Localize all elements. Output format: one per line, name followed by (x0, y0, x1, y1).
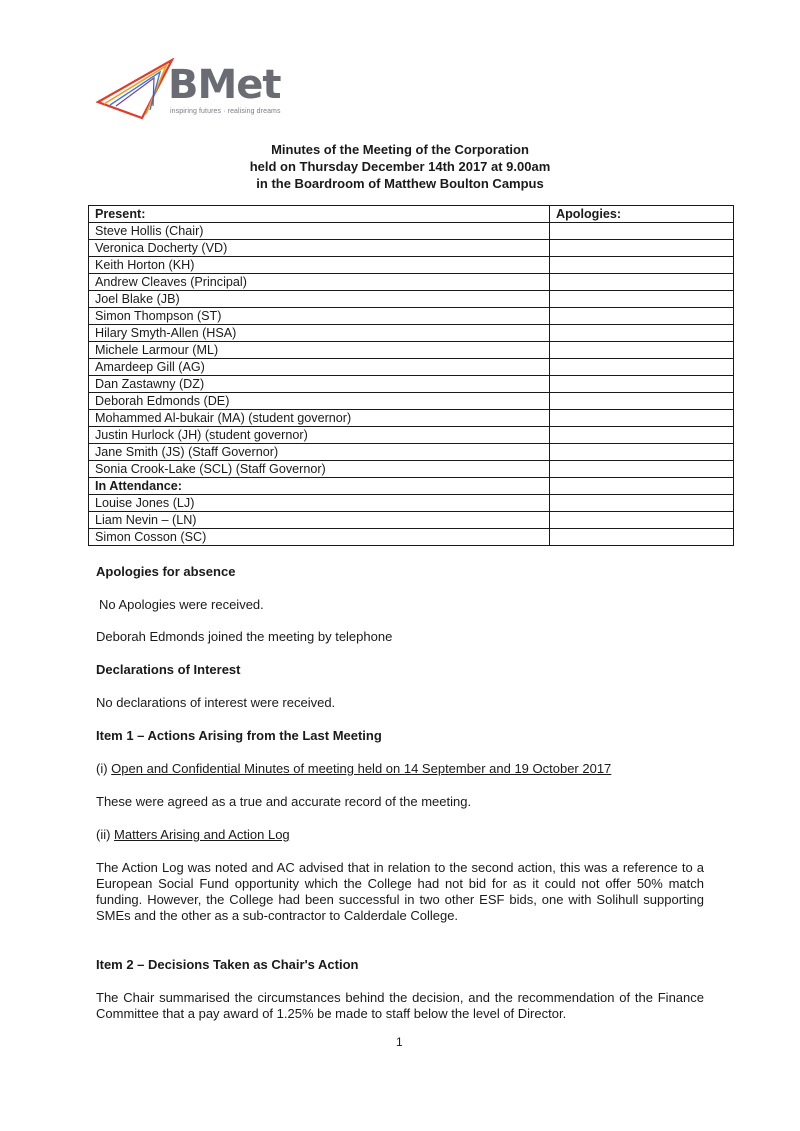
attendee-name: Justin Hurlock (JH) (student governor) (89, 427, 550, 444)
attendee-name: Veronica Docherty (VD) (89, 240, 550, 257)
attendee-name: Simon Thompson (ST) (89, 308, 550, 325)
present-row (89, 257, 734, 274)
apologies-cell (550, 240, 734, 257)
present-row (89, 461, 734, 478)
item1-sub2-title: Matters Arising and Action Log (114, 827, 290, 842)
present-row (89, 342, 734, 359)
bmet-logo (96, 58, 316, 122)
apologies-cell (550, 512, 734, 529)
item2-text: The Chair summarised the circumstances behind the decision, and the recommendation of the Finance Committee that a pay award of 1.25% be made to staff below the level of Director. (96, 990, 704, 1021)
apologies-title: Apologies for absence (96, 564, 236, 579)
present-header: Present: (89, 206, 550, 223)
attendee-name: Dan Zastawny (DZ) (89, 376, 550, 393)
present-row (89, 308, 734, 325)
in-attendance-header: In Attendance: (89, 478, 550, 495)
apologies-cell (550, 291, 734, 308)
logo-tagline: inspiring futures · realising dreams (170, 108, 281, 115)
apologies-cell (550, 325, 734, 342)
apologies-cell (550, 359, 734, 376)
present-row (89, 427, 734, 444)
apologies-header: Apologies: (550, 206, 734, 223)
attendance-header-row (89, 206, 734, 223)
item1-sub2-heading (96, 827, 704, 843)
logo-wordmark: BMet (168, 62, 281, 108)
attendee-name: Keith Horton (KH) (89, 257, 550, 274)
apologies-cell (550, 427, 734, 444)
in-attendance-row (89, 529, 734, 546)
apologies-cell (550, 308, 734, 325)
attendee-name: Deborah Edmonds (DE) (89, 393, 550, 410)
apologies-cell (550, 444, 734, 461)
attendee-name: Steve Hollis (Chair) (89, 223, 550, 240)
declarations-text: No declarations of interest were received. (96, 695, 336, 710)
apologies-text: No Apologies were received. (99, 597, 264, 612)
present-row (89, 274, 734, 291)
item2-title: Item 2 – Decisions Taken as Chair's Action (96, 957, 359, 972)
attendee-name: Sonia Crook-Lake (SCL) (Staff Governor) (89, 461, 550, 478)
present-row (89, 325, 734, 342)
in-attendance-row (89, 512, 734, 529)
declarations-title: Declarations of Interest (96, 662, 241, 677)
attendee-name: Liam Nevin – (LN) (89, 512, 550, 529)
document-heading (0, 141, 800, 192)
apologies-cell (550, 274, 734, 291)
present-row (89, 376, 734, 393)
apologies-cell (550, 478, 734, 495)
item1-sub1-text: These were agreed as a true and accurate record of the meeting. (96, 794, 472, 809)
present-row (89, 359, 734, 376)
item1-sub1-heading (96, 761, 704, 777)
attendee-name: Mohammed Al-bukair (MA) (student governor) (89, 410, 550, 427)
attendance-table (88, 205, 734, 546)
item1-sub2-text: The Action Log was noted and AC advised that in relation to the second action, this was a reference to a European Social Fund opportunity which the College had not bid for as it could not offer 50% match funding. However, the College had been successful in two other ESF bids, one with Solihull supporting SMEs and the other as a sub-contractor to Calderdale College. (96, 860, 704, 923)
present-row (89, 410, 734, 427)
page-number: 1 (396, 1035, 403, 1049)
heading-line-1: Minutes of the Meeting of the Corporation (271, 142, 529, 157)
present-row (89, 393, 734, 410)
attendee-name: Simon Cosson (SC) (89, 529, 550, 546)
item1-title: Item 1 – Actions Arising from the Last Meeting (96, 728, 382, 743)
apologies-cell (550, 393, 734, 410)
attendee-name: Amardeep Gill (AG) (89, 359, 550, 376)
telephone-text: Deborah Edmonds joined the meeting by telephone (96, 629, 393, 644)
apologies-cell (550, 342, 734, 359)
apologies-cell (550, 495, 734, 512)
logo-swoosh-icon (96, 58, 176, 122)
attendee-name: Hilary Smyth-Allen (HSA) (89, 325, 550, 342)
present-row (89, 291, 734, 308)
apologies-cell (550, 461, 734, 478)
attendee-name: Michele Larmour (ML) (89, 342, 550, 359)
in-attendance-row (89, 495, 734, 512)
in-attendance-header-row (89, 478, 734, 495)
apologies-cell (550, 257, 734, 274)
item1-sub1-title: Open and Confidential Minutes of meeting held on 14 September and 19 October 2017 (111, 761, 612, 776)
attendee-name: Joel Blake (JB) (89, 291, 550, 308)
attendee-name: Andrew Cleaves (Principal) (89, 274, 550, 291)
attendee-name: Jane Smith (JS) (Staff Governor) (89, 444, 550, 461)
present-row (89, 240, 734, 257)
apologies-cell (550, 376, 734, 393)
heading-line-3: in the Boardroom of Matthew Boulton Campus (256, 176, 544, 191)
item1-sub1-prefix: (i) (96, 761, 112, 776)
present-row (89, 444, 734, 461)
apologies-cell (550, 223, 734, 240)
item1-sub2-prefix: (ii) (96, 827, 115, 842)
heading-line-2: held on Thursday December 14th 2017 at 9.00am (249, 159, 551, 174)
attendee-name: Louise Jones (LJ) (89, 495, 550, 512)
apologies-cell (550, 410, 734, 427)
present-row (89, 223, 734, 240)
apologies-cell (550, 529, 734, 546)
